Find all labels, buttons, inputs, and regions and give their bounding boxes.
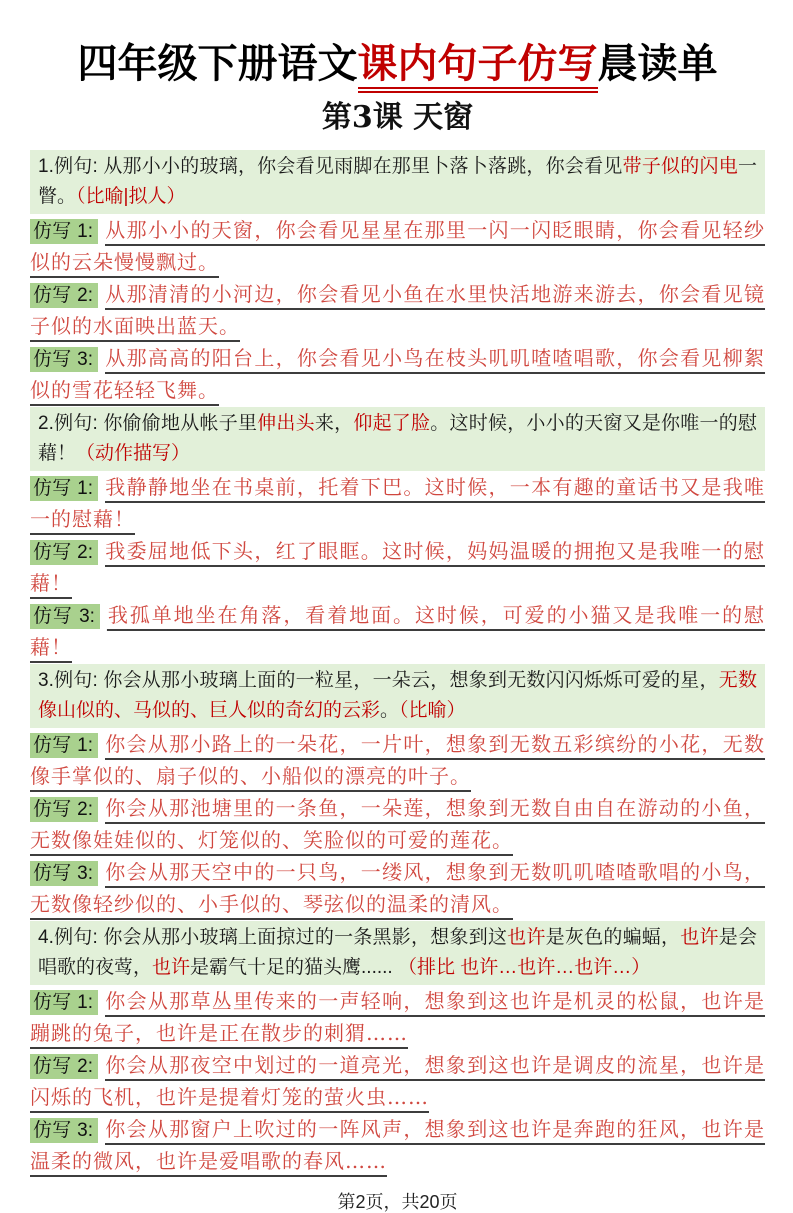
imitation-handwritten-text: 你会从那小路上的一朵花，一片叶，想象到无数五彩缤纷的小花，无数像手掌似的、扇子似的、小船似的漂亮的叶子。 [30, 732, 766, 788]
example-text: 是霸气十足的猫头鹰...... [190, 957, 398, 978]
example-highlighted-text: 仰起了脸 [353, 413, 431, 434]
example-text: 来， [314, 413, 354, 434]
example-text: 一瞥。 [38, 156, 757, 207]
page-title [30, 40, 765, 88]
imitation-row [30, 793, 765, 856]
imitation-row [30, 279, 765, 342]
imitation-handwritten-text: 我孤单地坐在角落，看着地面。这时候，可爱的小猫又是我唯一的慰藉！ [30, 603, 766, 659]
imitation-label: 仿写 2: [30, 1054, 98, 1079]
imitation-handwritten-text: 我委屈地低下头，红了眼眶。这时候，妈妈温暖的拥抱又是我唯一的慰藉！ [30, 539, 766, 595]
imitation-handwritten-text: 从那高高的阳台上，你会看见小鸟在枝头叽叽喳喳唱歌，你会看见柳絮似的雪花轻轻飞舞。 [30, 346, 766, 402]
example-sentence-block [30, 664, 765, 728]
example-highlighted-text: （比喻） [399, 700, 466, 721]
imitation-row [30, 472, 765, 535]
example-text: 是灰色的蝙蝠， [545, 927, 681, 948]
imitation-row [30, 1114, 765, 1177]
imitation-label: 仿写 2: [30, 540, 98, 565]
example-highlighted-text: 伸出头 [257, 413, 315, 434]
imitation-handwritten-text: 从那清清的小河边，你会看见小鱼在水里快活地游来游去，你会看见镜子似的水面映出蓝天。 [30, 282, 766, 338]
imitation-label: 仿写 3: [30, 604, 100, 629]
imitation-label: 仿写 2: [30, 283, 98, 308]
imitation-row [30, 986, 765, 1049]
imitation-row [30, 1050, 765, 1113]
imitation-row [30, 600, 765, 663]
imitation-row [30, 729, 765, 792]
example-highlighted-text: 也许 [680, 927, 719, 948]
imitation-handwritten-text: 你会从那池塘里的一条鱼，一朵莲，想象到无数自由自在游动的小鱼，无数像娃娃似的、灯笼似的、笑脸似的可爱的莲花。 [30, 796, 766, 852]
imitation-handwritten-text: 从那小小的天窗，你会看见星星在那里一闪一闪眨眼睛，你会看见轻纱似的云朵慢慢飘过。 [30, 218, 766, 274]
example-sentence-block [30, 407, 765, 471]
example-text: 。这时候，小小的天窗又是你唯一的慰藉！ [38, 413, 757, 464]
example-highlighted-text: 也许 [507, 927, 546, 948]
example-highlighted-text: 也许 [152, 957, 191, 978]
example-highlighted-text: （比喻|拟人） [76, 186, 186, 207]
imitation-handwritten-text: 你会从那天空中的一只鸟，一缕风，想象到无数叽叽喳喳歌唱的小鸟，无数像轻纱似的、小手似的、琴弦似的温柔的清风。 [30, 860, 766, 916]
example-highlighted-text: （动作描写） [76, 443, 191, 464]
title-part-black-left: 四年级下册语文 [77, 42, 358, 86]
imitation-label: 仿写 1: [30, 476, 98, 501]
example-highlighted-text: （排比 也许…也许…也许…） [397, 957, 651, 978]
example-text: 4.例句: 你会从那小玻璃上面掠过的一条黑影，想象到这 [38, 927, 508, 948]
imitation-handwritten-text: 你会从那窗户上吹过的一阵风声，想象到这也许是奔跑的狂风，也许是温柔的微风，也许是爱唱歌的春风…… [30, 1117, 766, 1173]
example-text: 2.例句: 你偷偷地从帐子里 [38, 413, 258, 434]
imitation-row [30, 343, 765, 406]
imitation-label: 仿写 3: [30, 1118, 98, 1143]
imitation-label: 仿写 3: [30, 861, 98, 886]
example-text: 3.例句: 你会从那小玻璃上面的一粒星，一朵云，想象到无数闪闪烁烁可爱的星， [38, 670, 719, 691]
imitation-label: 仿写 1: [30, 990, 98, 1015]
lesson-subtitle: 第3课 天窗 [321, 100, 474, 135]
imitation-label: 仿写 2: [30, 797, 98, 822]
imitation-handwritten-text: 我静静地坐在书桌前，托着下巴。这时候，一本有趣的童话书又是我唯一的慰藉！ [30, 475, 766, 531]
example-text: 。 [380, 700, 400, 721]
imitation-row [30, 857, 765, 920]
imitation-label: 仿写 1: [30, 219, 98, 244]
example-highlighted-text: 无数像山似的、马似的、巨人似的奇幻的云彩 [38, 670, 757, 721]
imitation-handwritten-text: 你会从那草丛里传来的一声轻响，想象到这也许是机灵的松鼠，也许是蹦跳的兔子，也许是正在散步的刺猬…… [30, 989, 766, 1045]
imitation-row [30, 215, 765, 278]
example-text: 1.例句: 从那小小的玻璃，你会看见雨脚在那里卜落卜落跳，你会看见 [38, 156, 623, 177]
sections-content [30, 150, 765, 1177]
imitation-row [30, 536, 765, 599]
imitation-handwritten-text: 你会从那夜空中划过的一道亮光，想象到这也许是调皮的流星，也许是闪烁的飞机，也许是提着灯笼的萤火虫…… [30, 1053, 766, 1109]
page-footer: 第2页，共20页 [337, 1192, 458, 1212]
example-text: 是会唱歌的夜莺， [38, 927, 757, 978]
imitation-label: 仿写 3: [30, 347, 98, 372]
example-sentence-block [30, 921, 765, 985]
imitation-label: 仿写 1: [30, 733, 98, 758]
example-highlighted-text: 带子似的闪电 [622, 156, 738, 177]
title-part-black-right: 晨读单 [597, 42, 718, 86]
example-sentence-block [30, 150, 765, 214]
title-part-red-underlined: 课内句子仿写 [358, 42, 598, 93]
